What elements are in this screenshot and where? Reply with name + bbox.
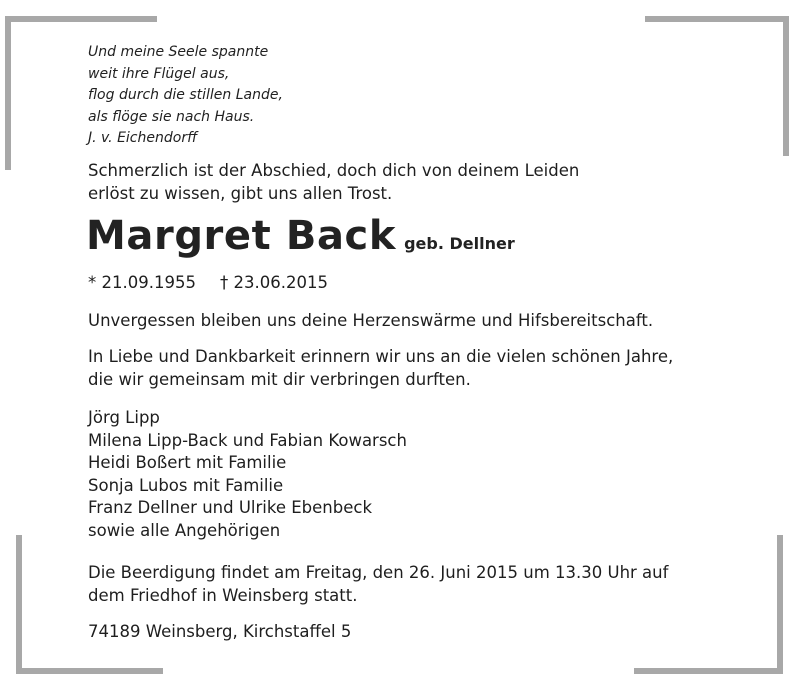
- mourner-item: Jörg Lipp: [88, 408, 160, 427]
- corner-bottom-right-horizontal: [634, 668, 783, 674]
- corner-top-left-horizontal: [5, 16, 157, 22]
- gratitude-text: [88, 346, 673, 391]
- funeral-line: Die Beerdigung findet am Freitag, den 26. Juni 2015 um 13.30 Uhr auf: [88, 563, 669, 582]
- poem-author: J. v. Eichendorff: [88, 130, 198, 146]
- funeral-notice: [88, 562, 668, 607]
- corner-top-right-horizontal: [645, 16, 789, 22]
- deceased-name: Margret Back: [86, 213, 397, 259]
- birth-date: * 21.09.1955: [88, 273, 196, 292]
- corner-top-left-vertical: [5, 16, 11, 170]
- poem-line: als flöge sie nach Haus.: [88, 108, 255, 125]
- remembrance-text: [88, 310, 653, 333]
- corner-bottom-left-vertical: [16, 535, 22, 674]
- mourners-list: [88, 407, 407, 542]
- corner-bottom-left-horizontal: [16, 668, 163, 674]
- death-date: † 23.06.2015: [219, 273, 328, 292]
- mourner-item: Sonja Lubos mit Familie: [88, 475, 284, 495]
- corner-top-right-vertical: [783, 16, 789, 156]
- gratitude-line: die wir gemeinsam mit dir verbringen durften.: [88, 369, 471, 389]
- mourner-item: Franz Dellner und Ulrike Ebenbeck: [88, 498, 372, 517]
- poem-line: Und meine Seele spannte: [88, 44, 269, 60]
- address-text: [88, 621, 351, 644]
- intro-line: Schmerzlich ist der Abschied, doch dich von deinem Leiden: [88, 161, 580, 180]
- mourner-item: sowie alle Angehörigen: [88, 520, 281, 540]
- poem-line: flog durch die stillen Lande,: [88, 87, 283, 103]
- funeral-line: dem Friedhof in Weinsberg statt.: [88, 585, 358, 605]
- mourner-item: Heidi Boßert mit Familie: [88, 453, 287, 472]
- deceased-heading: [86, 213, 515, 259]
- poem-line: weit ihre Flügel aus,: [88, 65, 230, 82]
- address-line: 74189 Weinsberg, Kirchstaffel 5: [88, 622, 352, 641]
- life-dates: [88, 273, 328, 292]
- deceased-birth-name: geb. Dellner: [404, 234, 515, 253]
- gratitude-line: In Liebe und Dankbarkeit erinnern wir uns an die vielen schönen Jahre,: [88, 347, 674, 366]
- corner-bottom-right-vertical: [777, 535, 783, 674]
- mourner-item: Milena Lipp-Back und Fabian Kowarsch: [88, 430, 407, 450]
- remembrance-line: Unvergessen bleiben uns deine Herzenswärme und Hifsbereitschaft.: [88, 311, 654, 330]
- poem: [88, 42, 283, 150]
- intro-text: [88, 160, 579, 205]
- intro-line: erlöst zu wissen, gibt uns allen Trost.: [88, 183, 393, 203]
